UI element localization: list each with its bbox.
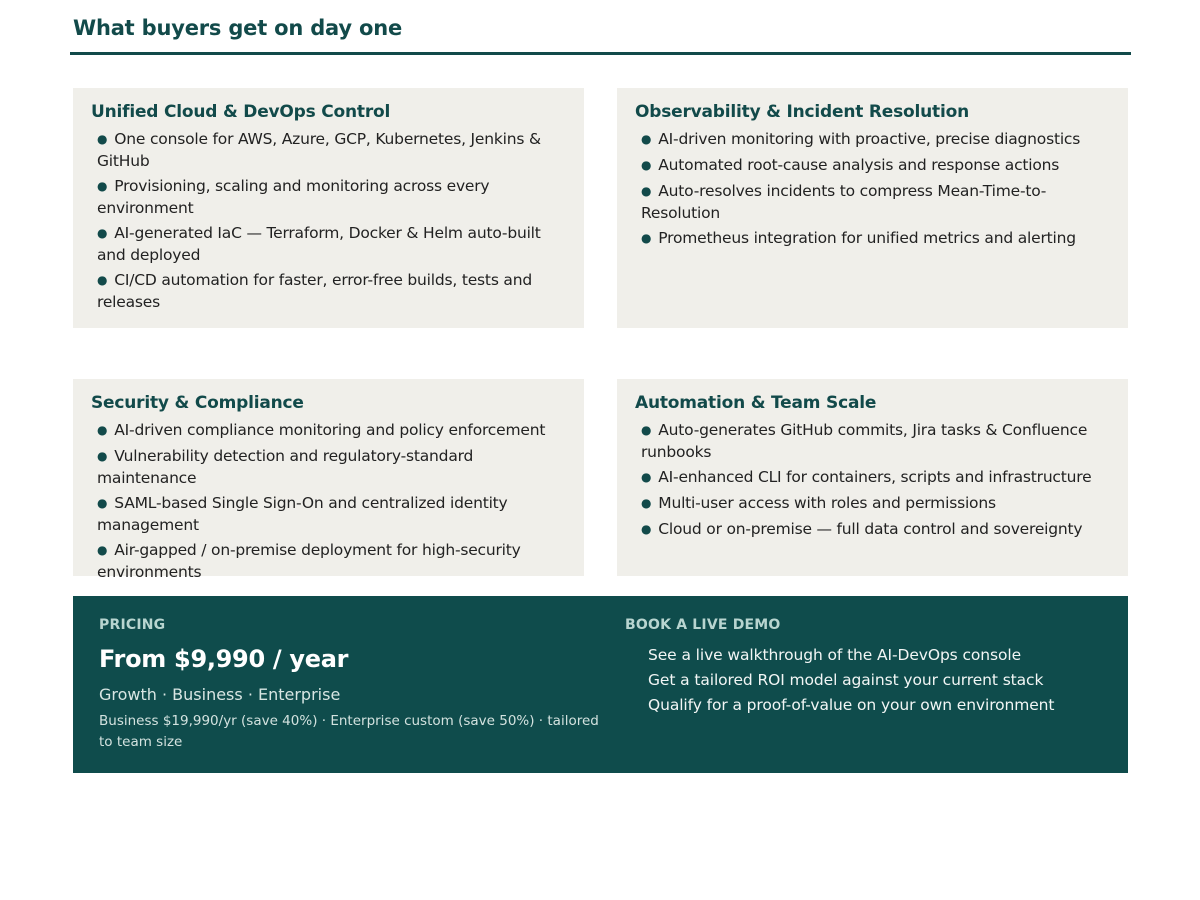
bullet-icon: ● [97, 226, 108, 240]
list-item: ● CI/CD automation for faster, error-free builds, tests and releases [97, 271, 532, 311]
bullet-icon: ● [641, 496, 652, 510]
list-item: ● Auto-resolves incidents to compress Mean-Time-to-Resolution [641, 182, 1047, 222]
bullet-icon: ● [641, 132, 652, 146]
feature-list [91, 129, 566, 313]
list-item: ● Air-gapped / on-premise deployment for high-security environments [97, 541, 521, 581]
list-item: ● AI-generated IaC — Terraform, Docker & Helm auto-built and deployed [97, 224, 541, 264]
bullet-icon: ● [641, 184, 652, 198]
feature-card-cloud-devops [73, 88, 584, 328]
list-item: ● AI-enhanced CLI for containers, scripts and infrastructure [641, 468, 1092, 486]
card-title: Security & Compliance [91, 393, 304, 413]
bullet-icon: ● [641, 231, 652, 245]
list-item: ● Provisioning, scaling and monitoring across every environment [97, 177, 490, 217]
list-item: ● AI-driven compliance monitoring and policy enforcement [97, 421, 546, 439]
pricing-tiers: Growth · Business · Enterprise [99, 685, 341, 704]
page-title: What buyers get on day one [73, 16, 403, 40]
feature-list [635, 129, 1110, 250]
list-item: ● AI-driven monitoring with proactive, precise diagnostics [641, 130, 1081, 148]
feature-card-observability [617, 88, 1128, 328]
price-heading: From $9,990 / year [99, 645, 349, 673]
bullet-icon: ● [97, 423, 108, 437]
feature-card-security [73, 379, 584, 581]
list-item: ● Automated root-cause analysis and response actions [641, 156, 1060, 174]
bullet-icon: ● [97, 273, 108, 287]
bullet-icon: ● [97, 543, 108, 557]
feature-card-automation [617, 379, 1128, 576]
list-item: ● Prometheus integration for unified metrics and alerting [641, 229, 1076, 247]
card-title: Unified Cloud & DevOps Control [91, 102, 391, 122]
card-title: Observability & Incident Resolution [635, 102, 969, 122]
bullet-icon: ● [97, 179, 108, 193]
list-item: ● Cloud or on-premise — full data control and sovereignty [641, 520, 1083, 538]
list-item: ● Vulnerability detection and regulatory-standard maintenance [97, 447, 474, 487]
list-item: ● Multi-user access with roles and permissions [641, 494, 996, 512]
demo-item: Get a tailored ROI model against your current stack [648, 671, 1044, 689]
bullet-icon: ● [641, 522, 652, 536]
card-title: Automation & Team Scale [635, 393, 877, 413]
bullet-icon: ● [97, 449, 108, 463]
demo-label: BOOK A LIVE DEMO [625, 617, 781, 633]
demo-item: Qualify for a proof-of-value on your own environment [648, 696, 1055, 714]
feature-list [635, 420, 1110, 541]
demo-list [648, 643, 1054, 718]
list-item: ● SAML-based Single Sign-On and centralized identity management [97, 494, 508, 534]
pricing-label: PRICING [99, 617, 166, 633]
pricing-note: Business $19,990/yr (save 40%) · Enterprise custom (save 50%) · tailored to team size [99, 713, 599, 750]
bullet-icon: ● [641, 158, 652, 172]
list-item: ● Auto-generates GitHub commits, Jira tasks & Confluence runbooks [641, 421, 1088, 461]
list-item: ● One console for AWS, Azure, GCP, Kubernetes, Jenkins & GitHub [97, 130, 541, 170]
bullet-icon: ● [97, 496, 108, 510]
bullet-icon: ● [641, 470, 652, 484]
bullet-icon: ● [641, 423, 652, 437]
pricing-demo-band [73, 596, 1128, 773]
demo-item: See a live walkthrough of the AI-DevOps console [648, 646, 1022, 664]
feature-list [91, 420, 566, 583]
title-divider [70, 52, 1131, 55]
bullet-icon: ● [97, 132, 108, 146]
